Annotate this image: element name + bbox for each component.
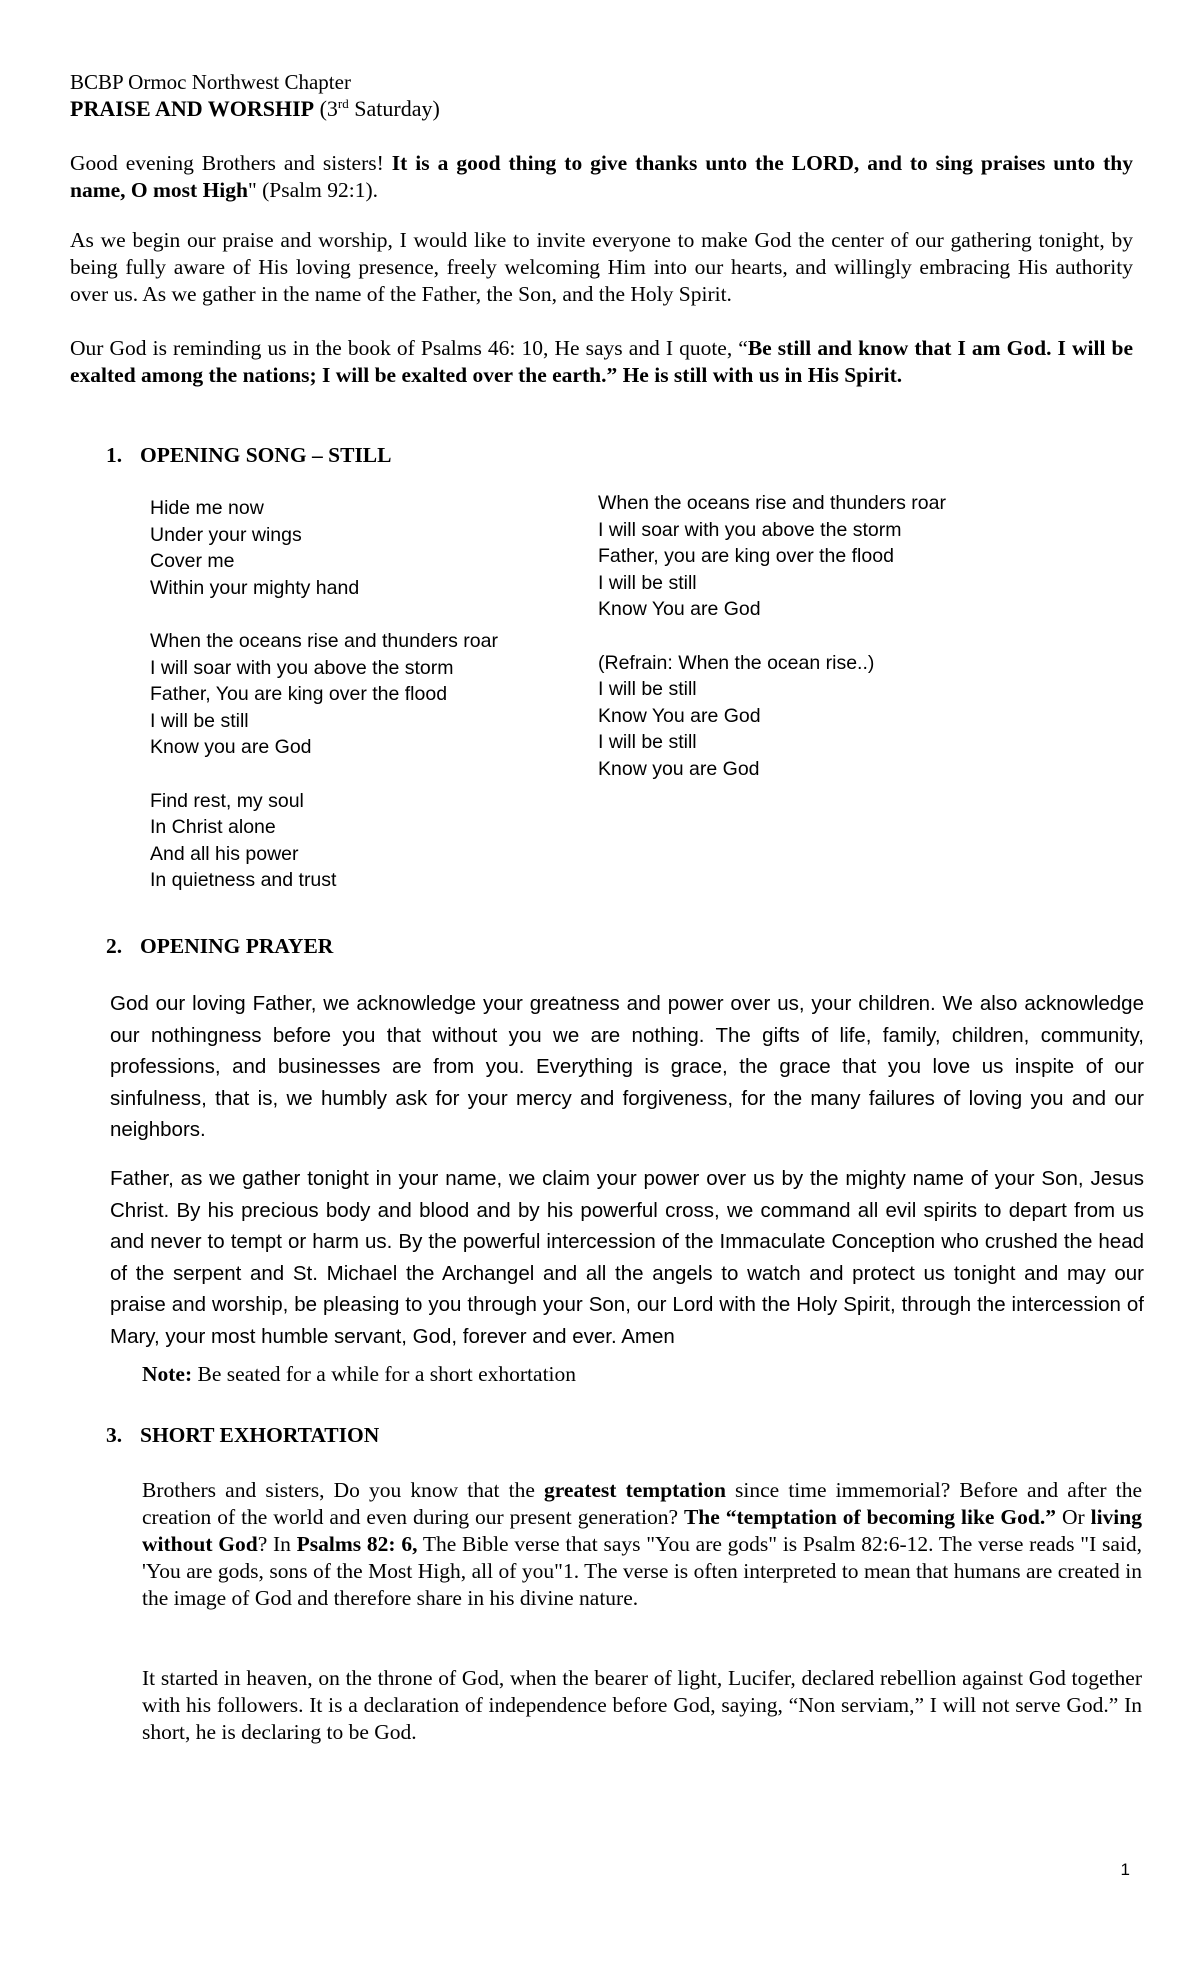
lyric-line: When the oceans rise and thunders roar [598,492,946,514]
lyric-line: Father, you are king over the flood [598,545,894,568]
invitation-paragraph: As we begin our praise and worship, I would like to invite everyone to make God the center of our gathering tonight, by being fully aware of His loving presence, freely welcoming Him into our hearts, and willingly embracing His authority over us. As we gather in the name of the Father, the Son, and the Holy Spirit. [70,228,1133,306]
section-title: OPENING SONG – STILL [140,443,392,467]
prayer-paragraph-2: Father, as we gather tonight in your name, we claim your power over us by the mighty name of your Son, Jesus Christ. By his precious body and blood and by his powerful cross, we command all evil spirits to depart from us and never to tempt or harm us. By the powerful intercession of the Immaculate Conception who crushed the head of the serpent and St. Michael the Archangel and all the angels to watch and protect us tonight and may our praise and worship, be pleasing to you through your Son, our Lord with the Holy Spirit, through the intercession of Mary, your most humble servant, God, forever and ever. Amen [110,1167,1144,1348]
lyric-line: Hide me now [150,497,264,519]
lyric-line: I will soar with you above the storm [598,518,902,541]
reminder-paragraph [70,335,1133,389]
reminder-verse: Be still and know that I am God. I will be exalted among the nations; I will be exalted over the earth.” He is still with us in His Spirit. [70,336,1134,387]
exh-text: since time immemorial? Before and after the creation of the world and even during our present generation? [142,1478,1142,1529]
song-lyrics-left-column [150,495,498,894]
title-paren-open: (3 [314,96,338,121]
lyric-line: Within your mighty hand [150,576,360,599]
exh-text: The Bible verse that says "You are gods" is Psalm 82:6-12. The verse reads "I said, 'You are gods, sons of the Most High, all of you"1. The verse is often interpreted to mean that humans are created in the image of God and therefore share in his divine nature. [142,1532,1143,1610]
greeting-verse: It is a good thing to give thanks unto the LORD, and to sing praises unto thy name, O most High [70,151,1133,202]
lyric-line: When the oceans rise and thunders roar [150,629,498,652]
lyric-line: I will soar with you above the storm [150,656,454,679]
note-label: Note: [142,1362,193,1386]
exh-text: Or [1055,1505,1091,1529]
lyric-line: I will be still [150,709,249,732]
lyric-line: In quietness and trust [150,869,337,892]
exh-bold: living without God [142,1505,1142,1556]
lyric-line: I will be still [598,571,697,594]
title-paren-close: Saturday) [348,96,440,121]
song-lyrics-right-column [598,490,946,783]
section-title: OPENING PRAYER [140,934,334,958]
stanza-gap [150,761,498,788]
page-number: 1 [1120,1860,1130,1879]
exh-bold: The “temptation of becoming like God.” [683,1505,1056,1529]
lyric-line: I will be still [598,731,697,754]
section-heading-opening-song [106,443,392,468]
title-bold: PRAISE AND WORSHIP [70,96,315,121]
note-text: Be seated for a while for a short exhortation [192,1362,577,1386]
prayer-paragraph-1: God our loving Father, we acknowledge your greatness and power over us, your children. We also acknowledge our nothingness before you that without you we are nothing. The gifts of life, family, children, community, professions, and businesses are from you. Everything is grace, the grace that you love us inspite of our sinfulness, that is, we humbly ask for your mercy and forgiveness, for the many failures of loving you and our neighbors. [110,992,1144,1141]
lyric-line: Under your wings [150,523,302,546]
lyric-line: And all his power [150,842,299,865]
lyric-line: (Refrain: When the ocean rise..) [598,651,875,674]
greeting-verse-ref: " (Psalm 92:1). [247,178,378,202]
lyric-line: Know You are God [598,598,761,621]
lyric-line: Know you are God [150,736,312,759]
greeting-paragraph [70,150,1133,204]
lyric-line: I will be still [598,678,697,701]
exhortation-paragraph-2: It started in heaven, on the throne of God, when the bearer of light, Lucifer, declared rebellion against God together with his followers. It is a declaration of independence before God, saying, “Non serviam,” I will not serve God.” In short, he is declaring to be God. [142,1666,1142,1744]
chapter-name: BCBP Ormoc Northwest Chapter [70,70,351,94]
greeting-text: Good evening Brothers and sisters! [70,151,392,175]
section-title: SHORT EXHORTATION [140,1423,380,1447]
lyric-line: Find rest, my soul [150,789,304,812]
reminder-text: Our God is reminding us in the book of Psalms 46: 10, He says and I quote, “ [70,336,748,360]
section-number: 1. [106,443,123,467]
exh-bold: greatest temptation [544,1478,726,1502]
page-title [70,96,440,122]
lyric-line: Father, You are king over the flood [150,683,448,706]
section-number: 3. [106,1423,123,1447]
title-superscript: rd [337,96,349,111]
lyric-line: Know you are God [598,757,760,780]
exh-text: ? In [257,1532,297,1556]
exhortation-paragraph-1 [142,1477,1142,1612]
lyric-line: Know You are God [598,704,761,727]
exh-bold: Psalms 82: 6, [296,1532,418,1556]
lyric-line: In Christ alone [150,816,276,839]
stanza-gap [150,601,498,628]
stanza-gap [598,623,946,650]
section-heading-short-exhortation [106,1423,379,1448]
exh-text: Brothers and sisters, Do you know that the [142,1478,545,1502]
section-heading-opening-prayer [106,934,333,959]
section-number: 2. [106,934,123,958]
lyric-line: Cover me [150,550,235,573]
note-line [142,1362,576,1387]
